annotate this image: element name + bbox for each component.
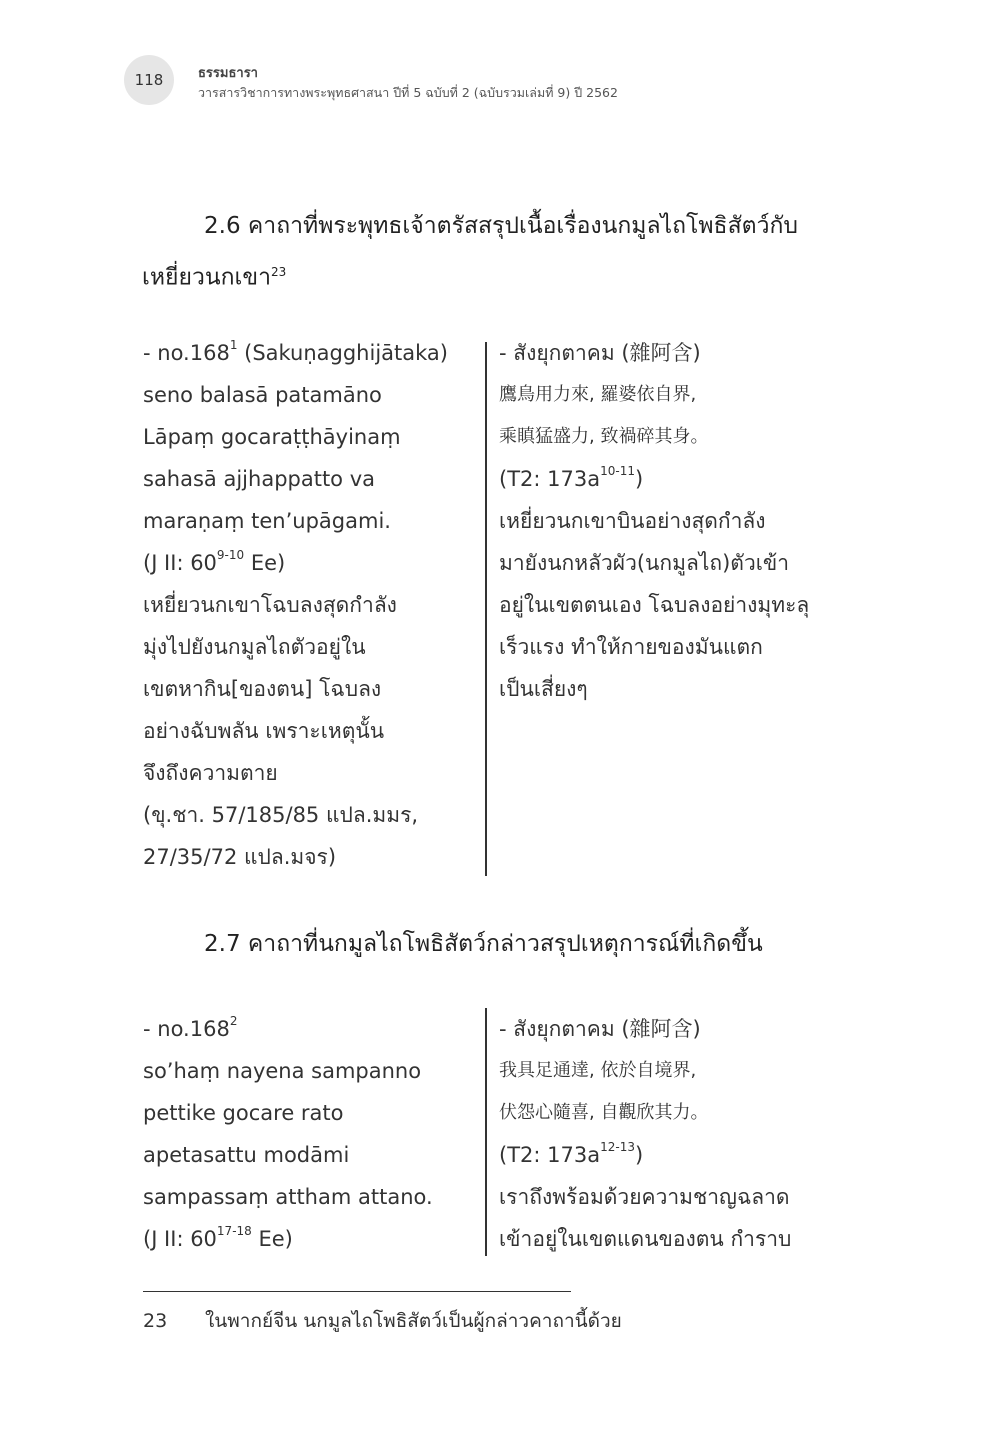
chinese-reference: - สังยุกตาคม (雜阿含) bbox=[499, 341, 701, 365]
pali-citation: (J II: 60$^{9-10}$ Ee) bbox=[143, 548, 286, 575]
page-number: 118 bbox=[124, 55, 174, 105]
pali-verse-line: pettike gocare rato bbox=[143, 1101, 344, 1125]
thai-translation-line: มายังนกหลัวผัว(นกมูลไถ)ตัวเข้า bbox=[499, 551, 790, 575]
thai-translation-line: เขตหากิน[ของตน] โฉบลง bbox=[143, 677, 382, 701]
column-divider bbox=[485, 342, 487, 876]
thai-translation-line: มุ่งไปยังนกมูลไถตัวอยู่ใน bbox=[143, 635, 366, 659]
footnote bbox=[143, 1306, 622, 1336]
section-2-7-pali-column bbox=[143, 1008, 433, 1260]
section-2-6-title-line1: 2.6 คาถาที่พระพุทธเจ้าตรัสสรุปเนื้อเรื่องนกมูลไถโพธิสัตว์กับ bbox=[204, 213, 799, 239]
footnote-text: ในพากย์จีน นกมูลไถโพธิสัตว์เป็นผู้กล่าวคาถานี้ด้วย bbox=[205, 1310, 622, 1332]
footnote-separator bbox=[143, 1291, 571, 1292]
pali-verse-line: sahasā ajjhappatto va bbox=[143, 467, 376, 491]
section-2-7-title bbox=[142, 921, 842, 967]
pali-verse-line: seno balasā patamāno bbox=[143, 383, 382, 407]
section-2-6-pali-column bbox=[143, 332, 448, 878]
thai-translation-line: เป็นเสี่ยงๆ bbox=[499, 677, 588, 701]
chinese-citation: (T2: $173a^{10-11}$) bbox=[499, 464, 644, 491]
thai-translation-line: จึงถึงความตาย bbox=[143, 761, 278, 785]
pali-verse-line: Lāpaṃ gocaraṭṭhāyinaṃ bbox=[143, 425, 401, 449]
footnote-number: 23 bbox=[143, 1310, 168, 1332]
pali-verse-line: maraṇaṃ ten’upāgami. bbox=[143, 509, 391, 533]
chinese-verse-line: 乘瞋猛盛力, 致禍碎其身。 bbox=[499, 426, 709, 447]
section-2-6-title bbox=[142, 203, 842, 301]
column-divider bbox=[485, 1008, 487, 1256]
chinese-verse-line: 鷹鳥用力來, 羅婆依自界, bbox=[499, 384, 697, 405]
pali-verse-line: apetasattu modāmi bbox=[143, 1143, 350, 1167]
thai-translation-line: เร็วแรง ทำให้กายของมันแตก bbox=[499, 635, 763, 659]
section-2-7-chinese-column bbox=[499, 1008, 791, 1260]
chinese-reference: - สังยุกตาคม (雜阿含) bbox=[499, 1017, 701, 1041]
journal-title: ธรรมธารา bbox=[198, 66, 258, 81]
pali-reference: - no.168$^1$ (Sakuṇagghijātaka) bbox=[143, 338, 448, 365]
thai-translation-line: อย่างฉับพลัน เพราะเหตุนั้น bbox=[143, 719, 385, 743]
thai-translation-line: เราถึงพร้อมด้วยความชาญฉลาด bbox=[499, 1185, 790, 1209]
pali-citation: (J II: 60$^{17-18}$ Ee) bbox=[143, 1224, 293, 1251]
journal-subtitle: วารสารวิชาการทางพระพุทธศาสนา ปีที่ 5 ฉบับที่ 2 (ฉบับรวมเล่มที่ 9) ปี 2562 bbox=[198, 85, 618, 100]
thai-citation-line: 27/35/72 แปล.มจร) bbox=[143, 845, 337, 869]
pali-verse-line: so’haṃ nayena sampanno bbox=[143, 1059, 422, 1083]
section-2-6-title-line2: เหยี่ยวนกเขา bbox=[142, 264, 272, 291]
chinese-verse-line: 伏怨心隨喜, 自觀欣其力。 bbox=[499, 1102, 709, 1123]
chinese-citation: (T2: $173a^{12-13}$) bbox=[499, 1140, 644, 1167]
thai-citation-line: (ขุ.ชา. 57/185/85 แปล.มมร, bbox=[143, 803, 419, 827]
section-2-7-title-text: 2.7 คาถาที่นกมูลไถโพธิสัตว์กล่าวสรุปเหตุการณ์ที่เกิดขึ้น bbox=[204, 931, 763, 957]
pali-verse-line: sampassaṃ attham attano. bbox=[143, 1185, 433, 1209]
chinese-verse-line: 我具足通達, 依於自境界, bbox=[499, 1060, 697, 1081]
thai-translation-line: อยู่ในเขตตนเอง โฉบลงอย่างมุทะลุ bbox=[499, 593, 810, 617]
thai-translation-line: เหยี่ยวนกเขาบินอย่างสุดกำลัง bbox=[499, 509, 766, 533]
thai-translation-line: เหยี่ยวนกเขาโฉบลงสุดกำลัง bbox=[143, 593, 397, 617]
thai-translation-line: เข้าอยู่ในเขตแดนของตน กำราบ bbox=[499, 1227, 792, 1251]
section-2-6-chinese-column bbox=[499, 332, 809, 710]
pali-reference: - no.168$^2$ bbox=[143, 1014, 238, 1041]
footnote-ref-23: 23 bbox=[271, 265, 287, 279]
